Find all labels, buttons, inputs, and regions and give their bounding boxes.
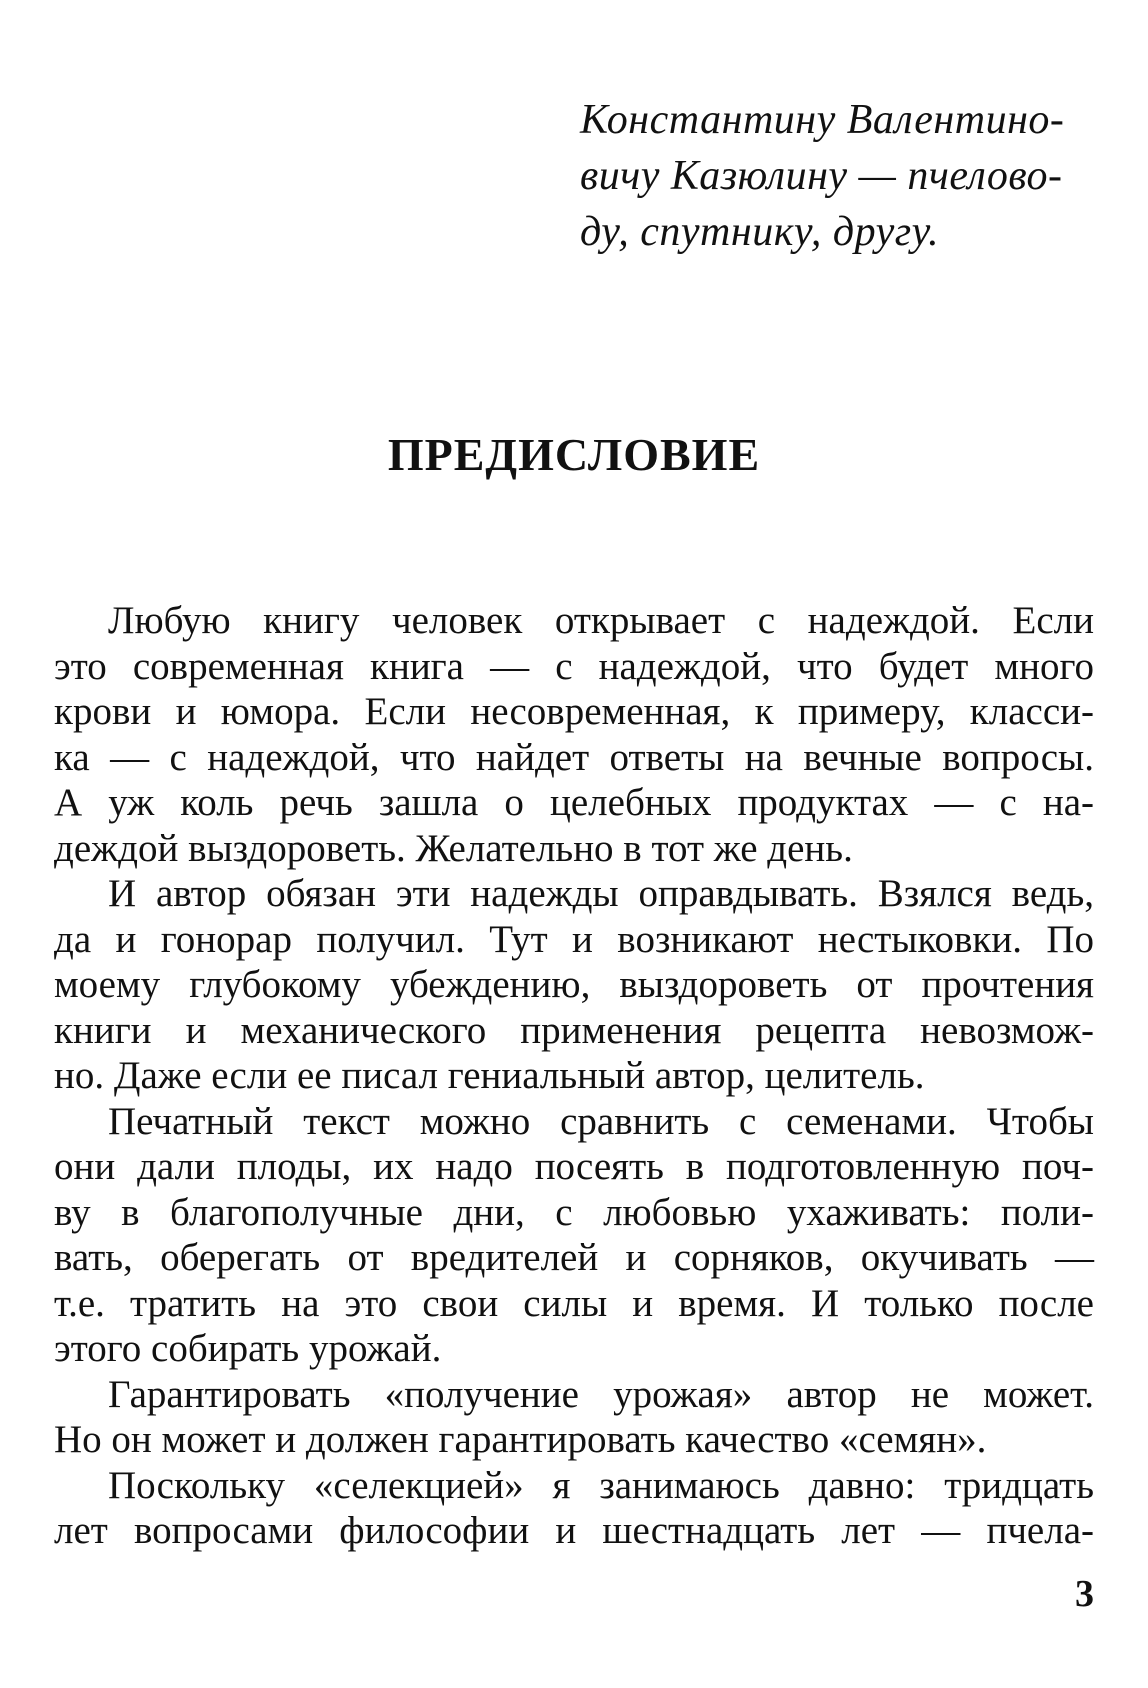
text-line: Печатный текст можно сравнить с семенами. Чтобы	[108, 1099, 1094, 1143]
text-line: Любую книгу человек открывает с надеждой. Если	[108, 599, 1094, 642]
text-line: деждой выздороветь. Желательно в тот же день.	[54, 826, 853, 870]
text-line: но. Даже если ее писал гениальный автор, целитель.	[54, 1054, 925, 1097]
text-line: Но он может и должен гарантировать качество «семян».	[54, 1418, 987, 1461]
text-line: лет вопросами философии и шестнадцать лет — пчела-	[54, 1509, 1094, 1552]
text-line: вать, оберегать от вредителей и сорняков, окучивать —	[54, 1236, 1094, 1279]
paragraph	[54, 871, 1094, 1099]
dedication-line: вичу Казюлину — пчелово-	[580, 153, 1063, 199]
dedication-line: Константину Валентино-	[580, 97, 1065, 143]
page-number: 3	[1075, 1573, 1094, 1615]
text-line: да и гонорар получил. Тут и возникают нестыковки. По	[54, 917, 1094, 961]
text-line: они дали плоды, их надо посеять в подготовленную поч-	[54, 1145, 1094, 1188]
text-line: крови и юмора. Если несовременная, к примеру, класси-	[54, 690, 1094, 733]
text-line: ка — с надеждой, что найдет ответы на вечные вопросы.	[54, 735, 1094, 779]
text-line: Гарантировать «получение урожая» автор не может.	[108, 1372, 1094, 1416]
text-line: т.е. тратить на это свои силы и время. И только после	[54, 1281, 1094, 1325]
text-line: моему глубокому убеждению, выздороветь от прочтения	[54, 963, 1094, 1006]
text-line: этого собирать урожай.	[54, 1327, 442, 1370]
dedication-line: ду, спутнику, другу.	[580, 209, 940, 255]
text-line: книги и механического применения рецепта невозмож-	[54, 1008, 1094, 1052]
text-line: ву в благополучные дни, с любовью ухаживать: поли-	[54, 1190, 1094, 1234]
text-line: И автор обязан эти надежды оправдывать. Взялся ведь,	[108, 872, 1094, 915]
paragraph	[54, 1372, 1094, 1463]
paragraph	[54, 1463, 1094, 1554]
text-line: А уж коль речь зашла о целебных продуктах — с на-	[54, 781, 1094, 824]
text-line: это современная книга — с надеждой, что будет много	[54, 644, 1094, 688]
paragraph	[54, 598, 1094, 871]
dedication	[580, 92, 1100, 260]
chapter-heading: ПРЕДИСЛОВИЕ	[387, 429, 761, 480]
body-text	[54, 598, 1094, 1554]
text-line: Поскольку «селекцией» я занимаюсь давно: тридцать	[108, 1463, 1094, 1507]
paragraph	[54, 1099, 1094, 1372]
